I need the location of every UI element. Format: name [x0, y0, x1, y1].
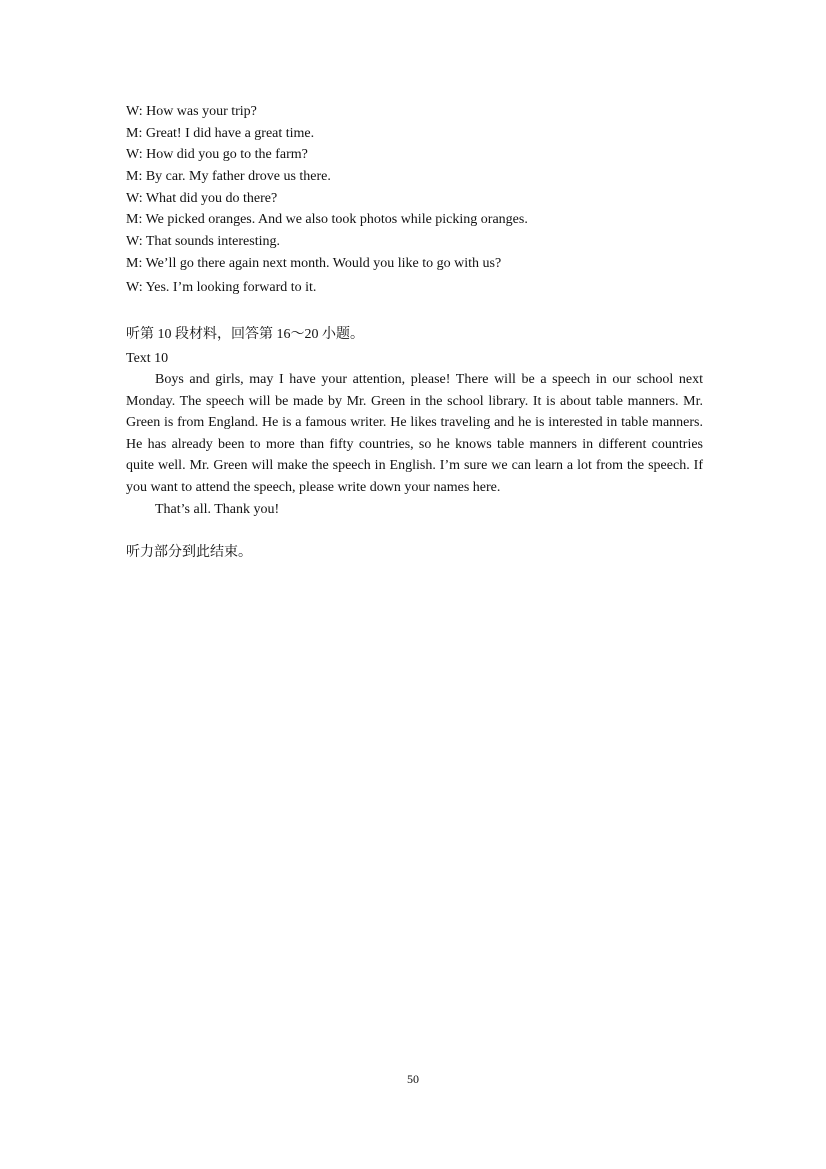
dialogue-line: M: By car. My father drove us there.: [126, 169, 331, 185]
dialogue-line: M: We’ll go there again next month. Would you like to go with us?: [126, 255, 502, 271]
text-title: Text 10: [126, 351, 169, 366]
passage-paragraph: That’s all. Thank you!: [155, 501, 280, 517]
dialogue-line: W: Yes. I’m looking forward to it.: [126, 279, 317, 295]
dialogue-line: W: How was your trip?: [126, 104, 257, 119]
end-note: 听力部分到此结束。: [126, 544, 252, 560]
dialogue-line: W: That sounds interesting.: [126, 234, 280, 250]
dialogue-transcript: [126, 101, 716, 298]
passage-paragraph: Boys and girls, may I have your attention, please! There will be a speech in our school next Monday. The speech will be made by Mr. Green in the school library. It is about table manners. Mr. Green is from England. He is a famous writer. He likes traveling and he is interested in table manners. He has already been to more than fifty countries, so he knows table manners in different countries quite well. Mr. Green will make the speech in English. I’m sure we can learn a lot from the speech. If you want to attend the speech, please write down your names here.: [126, 372, 703, 495]
dialogue-line: W: How did you go to the farm?: [126, 147, 308, 163]
dialogue-line: M: We picked oranges. And we also took photos while picking oranges.: [126, 212, 528, 228]
listening-passage: [126, 369, 703, 520]
section-heading: 听第 10 段材料，回答第 16～20 小题。: [126, 327, 364, 342]
dialogue-line: M: Great! I did have a great time.: [126, 125, 315, 141]
dialogue-line: W: What did you do there?: [126, 190, 278, 206]
page-number: 50: [407, 1072, 419, 1086]
